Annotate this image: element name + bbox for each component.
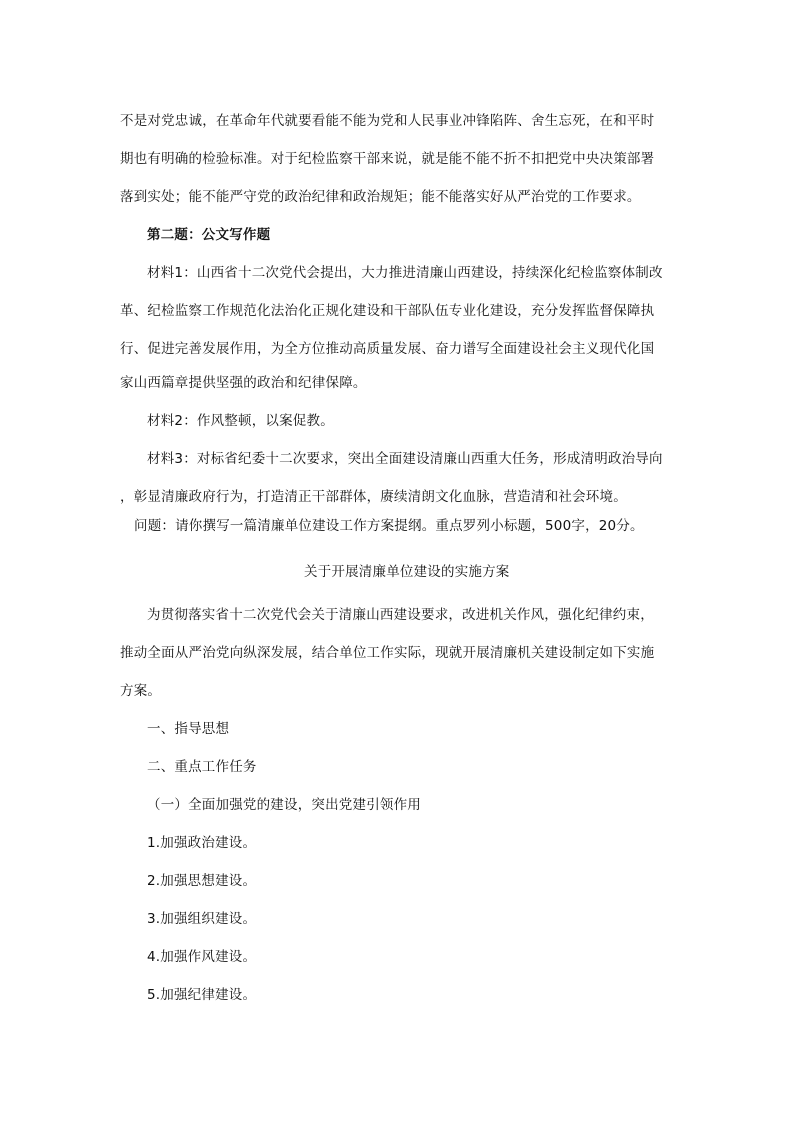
intro-line: 方案。 — [120, 683, 162, 699]
material-1-line: 行、促进完善发展作用，为全方位推动高质量发展、奋力谱写全面建设社会主义现代化国 — [120, 341, 655, 357]
outline-point: 5.加强纪律建设。 — [147, 987, 257, 1003]
question: 问题：请你撰写一篇清廉单位建设工作方案提纲。重点罗列小标题，500字，20分。 — [134, 518, 644, 534]
intro-line: 为贯彻落实省十二次党代会关于清廉山西建设要求，改进机关作风，强化纪律约束， — [147, 607, 654, 623]
material-3-line: 材料3：对标省纪委十二次要求，突出全面建设清廉山西重大任务，形成清明政治导向 — [147, 451, 663, 467]
paragraph-line: 落到实处；能不能严守党的政治纪律和政治规矩；能不能落实好从严治党的工作要求。 — [120, 189, 641, 205]
outline-item: 一、指导思想 — [147, 721, 230, 737]
section-heading: 第二题：公文写作题 — [147, 227, 271, 243]
outline-point: 3.加强组织建设。 — [147, 911, 257, 927]
material-3-line: ，彰显清廉政府行为，打造清正干部群体，赓续清朗文化血脉，营造清和社会环境。 — [120, 489, 627, 505]
plan-title: 关于开展清廉单位建设的实施方案 — [304, 564, 510, 580]
outline-item: 二、重点工作任务 — [147, 759, 257, 775]
paragraph-line: 期也有明确的检验标准。对于纪检监察干部来说，就是能不能不折不扣把党中央决策部署 — [120, 151, 655, 167]
material-1-line: 材料1：山西省十二次党代会提出，大力推进清廉山西建设，持续深化纪检监察体制改 — [147, 265, 663, 281]
material-1-line: 革、纪检监察工作规范化法治化正规化建设和干部队伍专业化建设，充分发挥监督保障执 — [120, 303, 655, 319]
outline-point: 1.加强政治建设。 — [147, 835, 257, 851]
outline-subitem: （一）全面加强党的建设，突出党建引领作用 — [147, 797, 421, 813]
paragraph-line: 不是对党忠诚，在革命年代就要看能不能为党和人民事业冲锋陷阵、舍生忘死，在和平时 — [120, 113, 655, 129]
outline-point: 4.加强作风建设。 — [147, 949, 257, 965]
intro-line: 推动全面从严治党向纵深发展，结合单位工作实际，现就开展清廉机关建设制定如下实施 — [120, 645, 655, 661]
outline-point: 2.加强思想建设。 — [147, 873, 257, 889]
material-2: 材料2：作风整顿，以案促教。 — [147, 413, 334, 429]
material-1-line: 家山西篇章提供坚强的政治和纪律保障。 — [120, 375, 367, 391]
